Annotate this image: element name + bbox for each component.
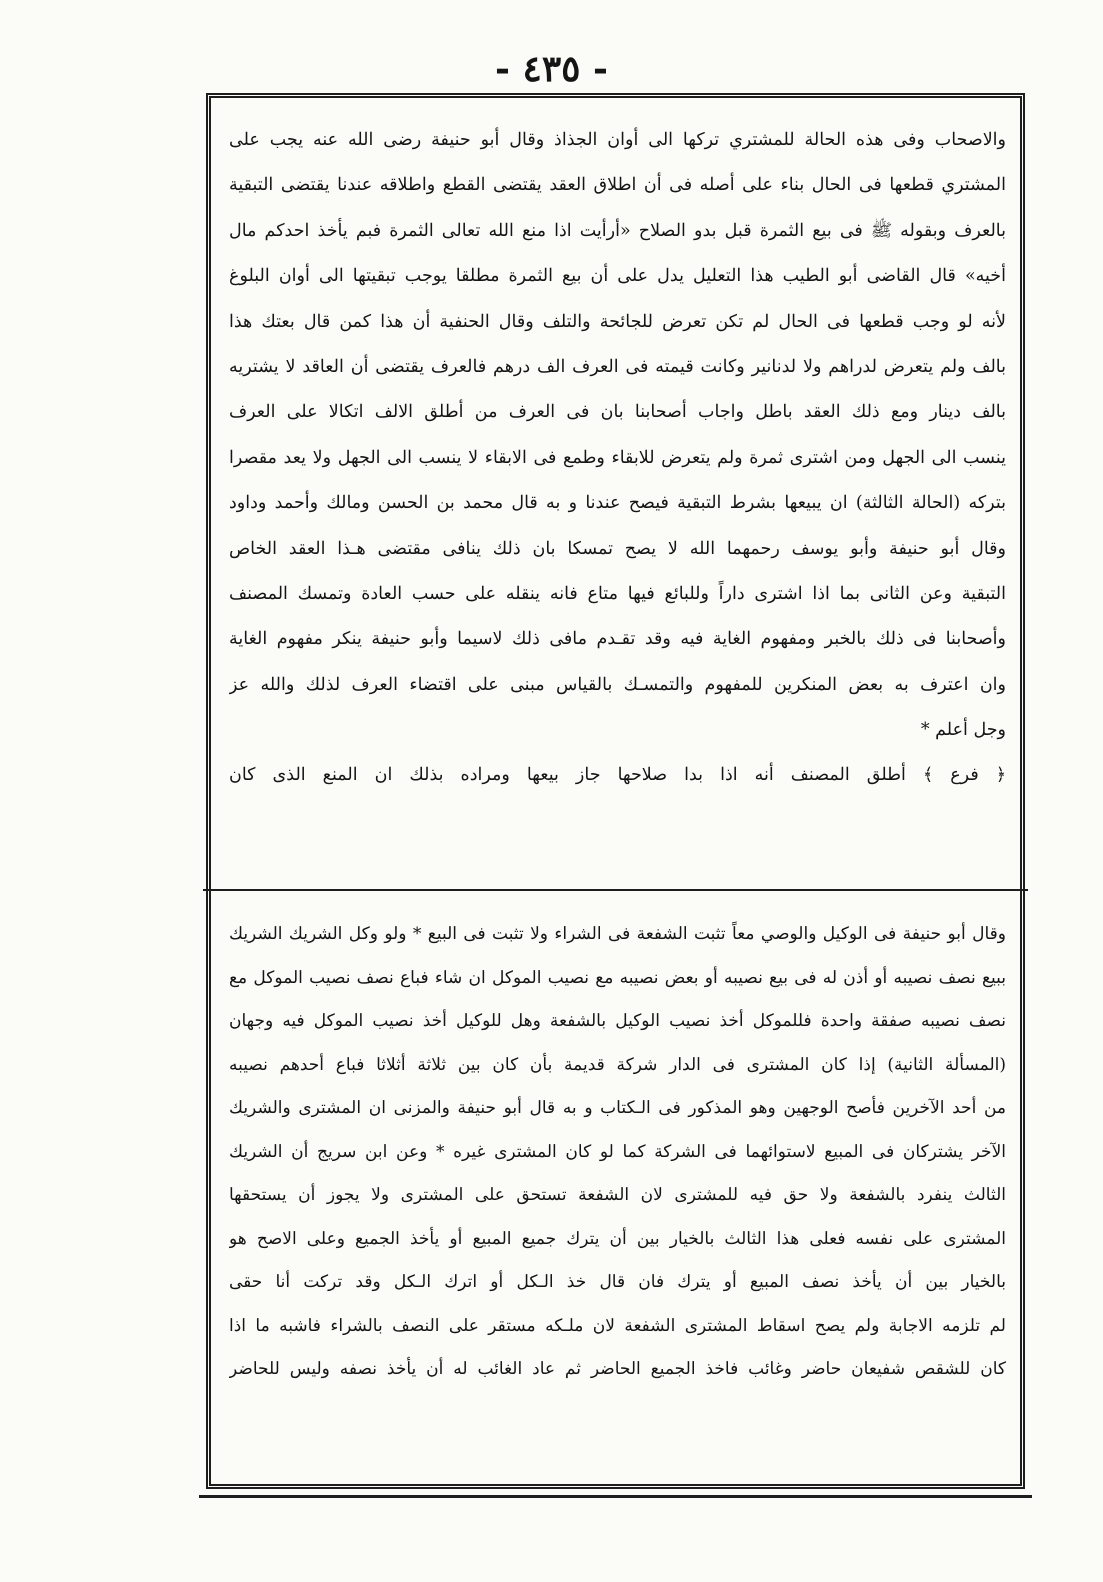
upper-line: وأصحابنا فى ذلك بالخبر ومفهوم الغاية فيه وقد تقـدم مافى ذلك لاسيما وأبو حنيفة ينكر مفهوم الغاية	[229, 629, 1006, 650]
upper-line: لأنه لو وجب قطعها فى الحال لم تكن تعرض للجائحة والتلف وقال الحنفية أن هذا كمن قال بعتك هذا	[229, 311, 1006, 332]
lower-line: كان للشقص شفيعان حاضر وغائب فاخذ الجميع الحاضر ثم عاد الغائب له أن يأخذ نصفه وليس للحاضر	[229, 1359, 1006, 1379]
lower-line: الثالث ينفرد بالشفعة ولا حق فيه للمشترى لان الشفعة تستحق على المشترى ولا يجوز أن يستحقها	[229, 1185, 1006, 1205]
upper-line: التبقية وعن الثانى بما اذا اشترى داراً وللبائع فيها متاع فانه ينقله على حسب العادة وتمسك المصنف	[229, 583, 1006, 604]
upper-line: وجل أعلم *	[920, 720, 1006, 741]
lower-line: (المسألة الثانية) إذا كان المشترى فى الدار شركة قديمة بأن كان بين ثلاثة أثلاثا فباع أحدهم نصيبه	[229, 1054, 1006, 1075]
lower-line: وقال أبو حنيفة فى الوكيل والوصي معاً تثبت الشفعة فى الشراء ولا تثبت فى البيع * ولو وكل الشريك الشريك	[229, 924, 1006, 944]
page-number: - ٤٣٥ -	[495, 48, 608, 90]
lower-text-block	[229, 913, 1006, 1392]
upper-line: وقال أبو حنيفة وأبو يوسف رحمهما الله لا يصح تمسكا بان ذلك ينافى مقتضى هـذا العقد الخاص	[229, 538, 1006, 559]
section-divider	[203, 889, 1028, 891]
lower-line: المشترى على نفسه فعلى هذا الثالث بالخيار بين أن يترك جميع المبيع أو يأخذ الجميع وعلى الاصح هو	[229, 1228, 1006, 1249]
upper-line: بالعرف وبقوله ﷺ فى بيع الثمرة قبل بدو الصلاح «أرأيت اذا منع الله تعالى الثمرة فبم يأخذ احدكم مال	[229, 220, 1006, 241]
branch-heading-line: ﴿ فرع ﴾ أطلق المصنف أنه اذا بدا صلاحها جاز بيعها ومراده بذلك ان المنع الذى كان	[229, 765, 1006, 786]
upper-text-block	[229, 118, 1006, 799]
upper-line: المشتري قطعها فى الحال بناء على أصله فى أن اطلاق العقد يقتضى القطع واطلاقه عندنا يقتضى التبقية	[229, 175, 1006, 196]
lower-line: من أحد الآخرين فأصح الوجهين وهو المذكور فى الـكتاب و به قال أبو حنيفة والمزنى ان المشترى والشريك	[229, 1098, 1006, 1118]
lower-line: الآخر يشتركان فى المبيع لاستوائهما فى الشركة كما لو كان المشترى غيره * وعن ابن سريج أن الشريك	[229, 1141, 1006, 1162]
upper-line: وان اعترف به بعض المنكرين للمفهوم والتمسـك بالقياس مبنى على اقتضاء العرف لذلك والله عز	[229, 674, 1006, 695]
upper-line: والاصحاب وفى هذه الحالة للمشتري تركها الى أوان الجذاذ وقال أبو حنيفة رضى الله عنه يجب على	[229, 130, 1006, 150]
upper-line: ينسب الى الجهل ومن اشترى ثمرة ولم يتعرض للابقاء وطمع فى الابقاء لا ينسب الى الجهل ولا يعد مقصرا	[229, 447, 1006, 468]
lower-line: ببيع نصف نصيبه أو أذن له فى بيع نصيبه أو بعض نصيبه مع نصيب الموكل ان شاء فباع نصف نصيب الموكل مع	[229, 967, 1006, 988]
upper-line: بتركه (الحالة الثالثة) ان يبيعها بشرط التبقية فيصح عندنا و به قال محمد بن الحسن ومالك وأحمد وداود	[229, 493, 1006, 514]
lower-line: بالخيار بين أن يأخذ نصف المبيع أو يترك فان قال خذ الـكل أو اترك الـكل وقد تركت أنا حقى	[229, 1272, 1006, 1292]
lower-line: نصف نصيبه صفقة واحدة فللموكل أخذ نصيب الوكيل بالشفعة وهل للوكيل أخذ نصيب الموكل فيه وجهان	[229, 1011, 1006, 1031]
upper-line: أخيه» قال القاضى أبو الطيب هذا التعليل يدل على أن بيع الثمرة مطلقا يوجب تبقيتها الى أوان البلوغ	[229, 266, 1006, 287]
upper-line: بالف ولم يتعرض لدراهم ولا لدنانير وكانت قيمته فى العرف الف درهم فالعرف يقتضى أن العاقد لا يشتريه	[229, 356, 1006, 377]
lower-line: لم تلزمه الاجابة ولم يصح اسقاط المشترى الشفعة لان ملـكه مستقر على النصف بالشراء فاشبه ما اذا	[229, 1315, 1006, 1336]
page-frame	[206, 93, 1025, 1489]
upper-line: بالف دينار ومع ذلك العقد باطل واجاب أصحابنا بان فى العرف من أطلق الالف اتكالا على العرف	[229, 402, 1006, 423]
